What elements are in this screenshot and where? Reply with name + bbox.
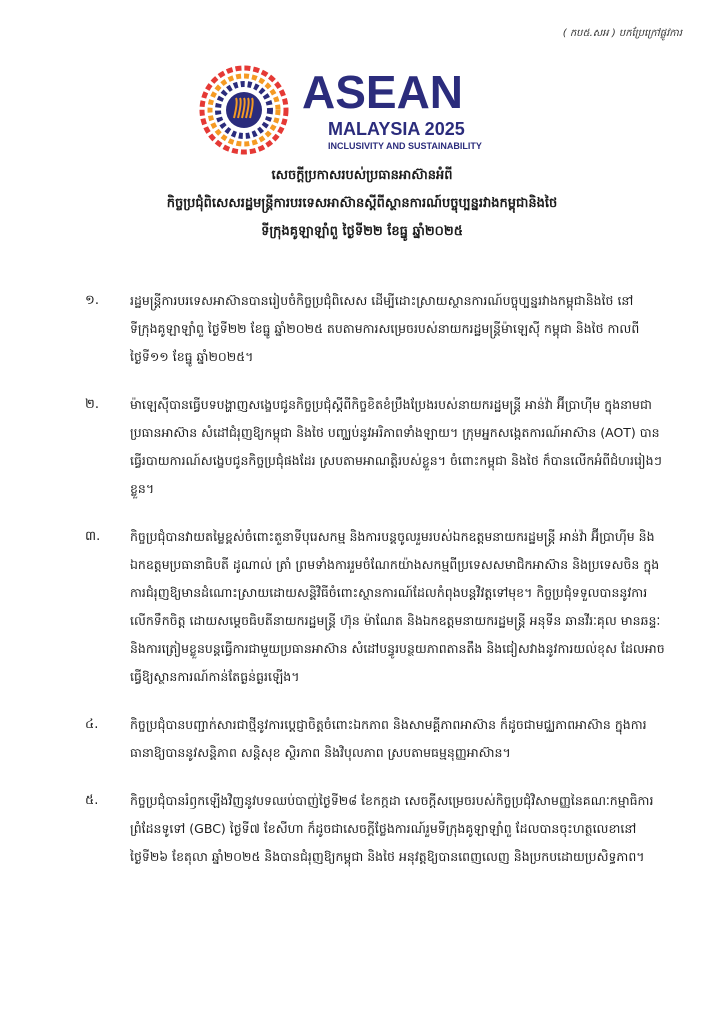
statement-items (40, 287, 668, 891)
asean-malaysia-2025-logo (196, 62, 526, 158)
item-number: ៣. (85, 529, 101, 544)
item-number: ១. (85, 293, 99, 308)
item-text: ម៉ាឡេស៊ីបានធ្វើបទបង្ហាញសង្ខេបជូនកិច្ចប្រជុំស្តីពីកិច្ចខិតខំប្រឹងប្រែងរបស់នាយករដ្ឋមន្ត្រី អាន់វ៉ា អ៊ីប្រាហ៊ីម ក្នុងនាមជាប្រធានអាស៊ាន សំដៅជំរុញឱ្យកម្ពុជា និងថៃ បញ្ឈប់នូវអរិភាពទាំងឡាយ។ ក្រុមអ្នកសង្កេតការណ៍អាស៊ាន (AOT) បានធ្វើរបាយការណ៍សង្ខេបជូនកិច្ចប្រជុំផងដែរ ស្របតាមអាណត្តិរបស់ខ្លួន។ ចំពោះកម្ពុជា និងថៃ ក៏បានលើកអំពីជំហររៀងៗខ្លួន។ (130, 397, 662, 496)
logo-country-year: MALAYSIA 2025 (328, 119, 465, 139)
statement-item-3 (40, 523, 668, 691)
item-number: ២. (85, 397, 99, 412)
title-line-2: កិច្ចប្រជុំពិសេសរដ្ឋមន្ត្រីការបរទេសអាស៊ានស្តីពីស្ថានការណ៍បច្ចុប្បន្នរវាងកម្ពុជានិងថៃ (166, 196, 558, 211)
statement-item-4 (40, 711, 668, 767)
item-text: កិច្ចប្រជុំបានវាយតម្លៃខ្ពស់ចំពោះតួនាទីបុរេសកម្ម និងការបន្តចូលរួមរបស់ឯកឧត្តមនាយករដ្ឋមន្ត្រី អាន់វ៉ា អ៊ីប្រាហ៊ីម និងឯកឧត្តមប្រធានាធិបតី ដូណាល់ ត្រាំ ព្រមទាំងការរួមចំណែកយ៉ាងសកម្មពីប្រទេសសមាជិកអាស៊ាន និងប្រទេសចិន ក្នុងការជំរុញឱ្យមានដំណោះស្រាយដោយសន្តិវិធីចំពោះស្ថានការណ៍ដែលកំពុងបន្តវិវត្តទៅមុខ។ កិច្ចប្រជុំទទួលបាននូវការលើកទឹកចិត្ត ដោយសម្តេចធិបតីនាយករដ្ឋមន្ត្រី ហ៊ុន ម៉ាណែត និងឯកឧត្តមនាយករដ្ឋមន្ត្រី អនុទីន ឆានវីរៈគុល មានឆន្ទៈ និងការត្រៀមខ្លួនបន្តធ្វើការជាមួយប្រធានអាស៊ាន សំដៅបន្ធូរបន្ថយភាពតានតឹង និងជៀសវាងនូវការយល់ខុស ដែលអាចធ្វើឱ្យស្ថានការណ៍កាន់តែធ្ងន់ធ្ងរឡើង។ (130, 529, 665, 684)
statement-item-5 (40, 787, 668, 871)
title-line-1: សេចក្តីប្រកាសរបស់ប្រធានអាស៊ានអំពី (271, 168, 453, 183)
logo-tagline: INCLUSIVITY AND SUSTAINABILITY (328, 141, 482, 151)
asean-emblem-icon (202, 68, 286, 152)
statement-item-1 (40, 287, 668, 371)
item-number: ៤. (85, 717, 99, 732)
item-number: ៥. (85, 793, 99, 808)
item-text: កិច្ចប្រជុំបានរំឭកឡើងវិញនូវបទឈប់បាញ់ថ្ងៃទី២៨ ខែកក្កដា សេចក្តីសម្រេចរបស់កិច្ចប្រជុំវិសាមញ្ញនៃគណៈកម្មាធិការព្រំដែនទូទៅ (GBC) ថ្ងៃទី៧ ខែសីហា ក៏ដូចជាសេចក្តីថ្លែងការណ៍រួមទីក្រុងគូឡាឡាំពួ ដែលបានចុះហត្ថលេខានៅថ្ងៃទី២៦ ខែតុលា ឆ្នាំ២០២៥ និងបានជំរុញឱ្យកម្ពុជា និងថៃ អនុវត្តឱ្យបានពេញលេញ និងប្រកបដោយប្រសិទ្ធភាព។ (130, 793, 654, 864)
item-text: រដ្ឋមន្ត្រីការបរទេសអាស៊ានបានរៀបចំកិច្ចប្រជុំពិសេស ដើម្បីដោះស្រាយស្ថានការណ៍បច្ចុប្បន្នរវាងកម្ពុជានិងថៃ នៅទីក្រុងគូឡាឡាំពួ ថ្ងៃទី២២ ខែធ្នូ ឆ្នាំ២០២៥ តបតាមការសម្រេចរបស់នាយករដ្ឋមន្ត្រីម៉ាឡេស៊ី កម្ពុជា និងថៃ កាលពីថ្ងៃទី១១ ខែធ្នូ ឆ្នាំ២០២៥។ (130, 293, 640, 364)
title-line-3: ទីក្រុងគូឡាឡាំពួ ថ្ងៃទី២២ ខែធ្នូ ឆ្នាំ២០២៥ (261, 224, 463, 239)
document-title (40, 162, 684, 246)
translation-note: ( កប៥.សអ ) បកប្រែក្រៅផ្លូវការ (562, 28, 682, 39)
item-text: កិច្ចប្រជុំបានបញ្ជាក់សារជាថ្មីនូវការប្តេជ្ញាចិត្តចំពោះឯកភាព និងសាមគ្គីភាពអាស៊ាន ក៏ដូចជាមជ្ឈភាពអាស៊ាន ក្នុងការធានាឱ្យបាននូវសន្តិភាព សន្តិសុខ ស្ថិរភាព និងវិបុលភាព ស្របតាមធម្មនុញ្ញអាស៊ាន។ (130, 717, 647, 760)
statement-item-2 (40, 391, 668, 503)
logo-word: ASEAN (302, 66, 464, 118)
